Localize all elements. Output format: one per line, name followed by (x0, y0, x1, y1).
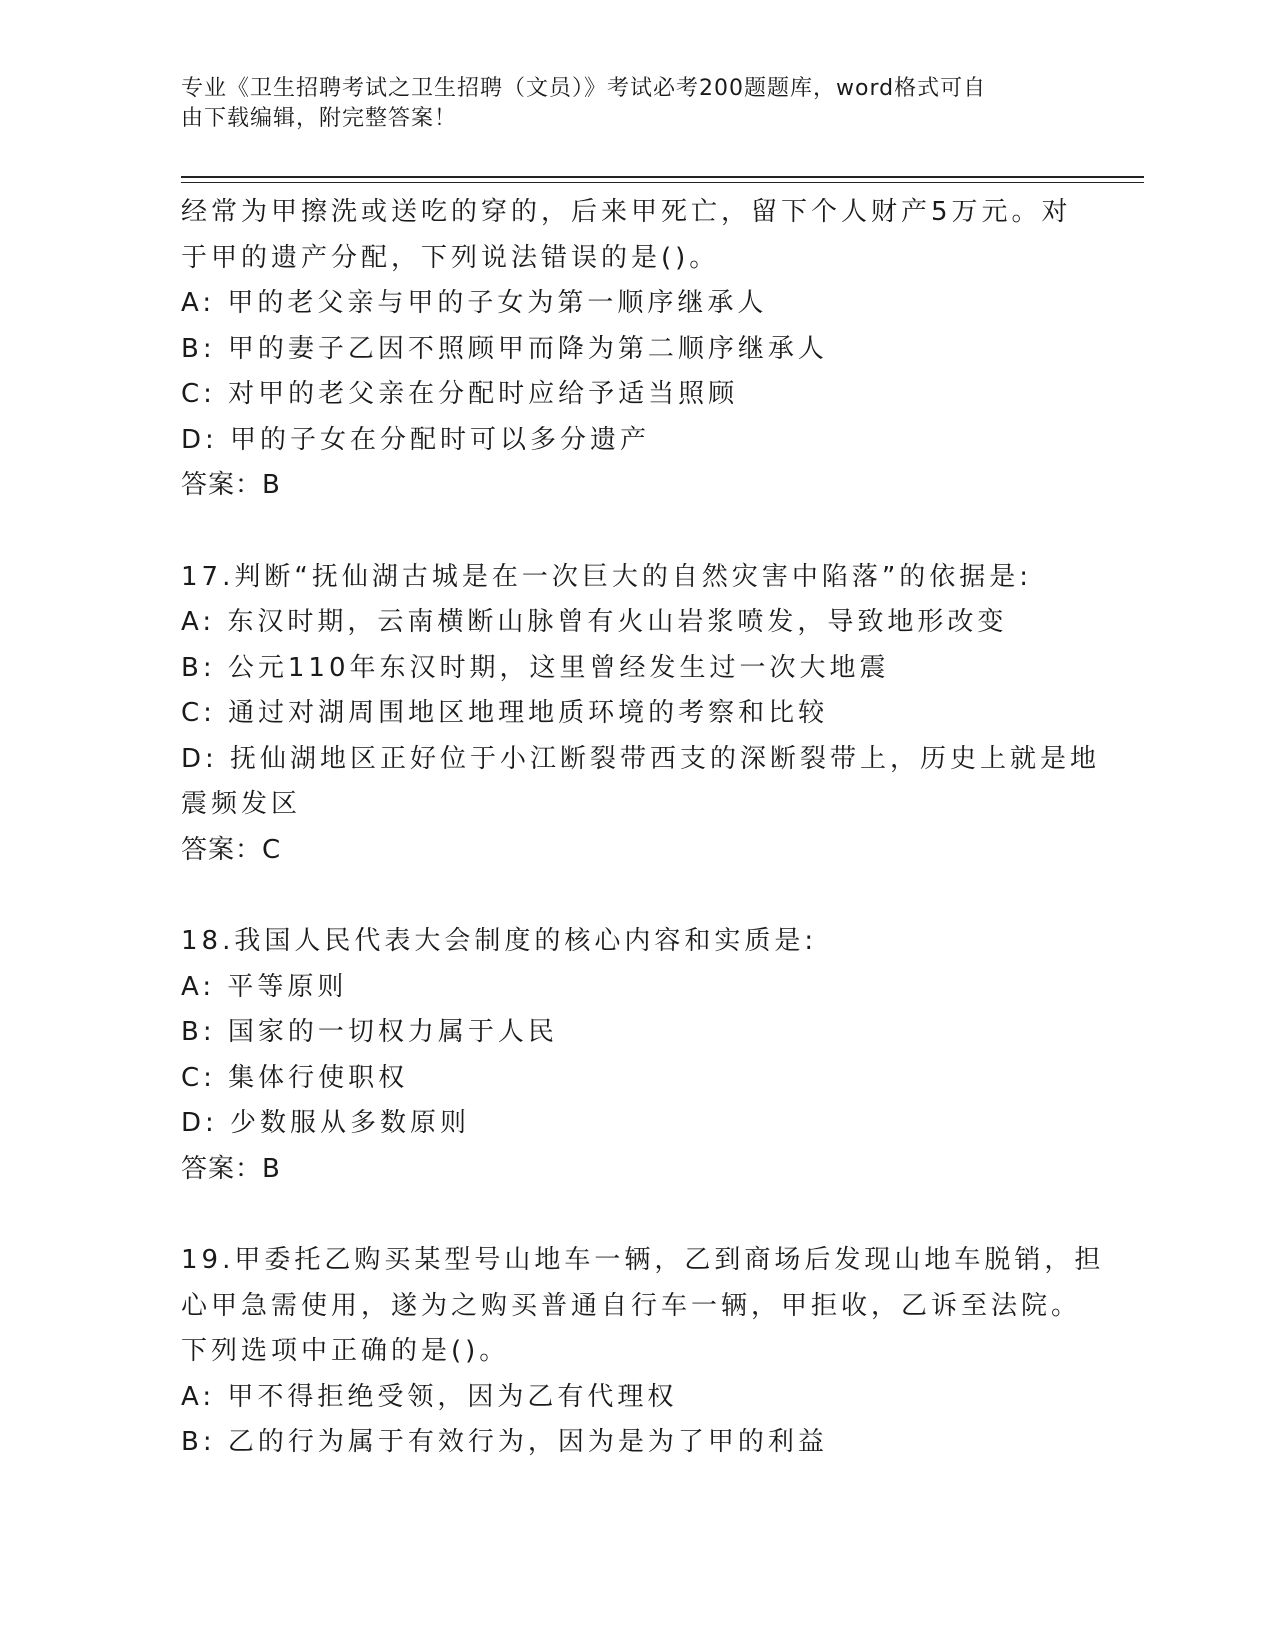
question-17-option-d-line-2: 震频发区 (181, 789, 302, 819)
question-16-option-d: D: 甲的子女在分配时可以多分遗产 (181, 424, 651, 455)
question-17-option-a: A: 东汉时期，云南横断山脉曾有火山岩浆喷发，导致地形改变 (181, 607, 1008, 637)
question-16-text-line-1: 经常为甲擦洗或送吃的穿的，后来甲死亡，留下个人财产5万元。对 (181, 197, 1072, 227)
question-18-option-d: D: 少数服从多数原则 (181, 1108, 471, 1138)
question-17-option-b: B: 公元110年东汉时期，这里曾经发生过一次大地震 (181, 652, 890, 683)
question-16-option-b: B: 甲的妻子乙因不照顾甲而降为第二顺序继承人 (181, 333, 828, 364)
question-17 (181, 555, 1101, 874)
question-19 (181, 1238, 1105, 1466)
question-18-option-b: B: 国家的一切权力属于人民 (181, 1017, 558, 1047)
spacer (181, 873, 1081, 919)
question-17-option-c: C: 通过对湖周围地区地理地质环境的考察和比较 (181, 698, 829, 728)
question-17-text-line-1: 17.判断“抚仙湖古城是在一次巨大的自然灾害中陷落”的依据是: (181, 561, 1033, 592)
question-17-option-d-line-1: D: 抚仙湖地区正好位于小江断裂带西支的深断裂带上，历史上就是地 (181, 743, 1101, 774)
question-19-option-b: B: 乙的行为属于有效行为，因为是为了甲的利益 (181, 1427, 828, 1457)
question-18-text-line-1: 18.我国人民代表大会制度的核心内容和实质是: (181, 926, 818, 956)
question-16-text-line-2: 于甲的遗产分配，下列说法错误的是()。 (181, 242, 720, 273)
header-line-1: 专业《卫生招聘考试之卫生招聘（文员）》考试必考200题题库，word格式可自 (181, 76, 987, 101)
question-18-option-c: C: 集体行使职权 (181, 1062, 409, 1093)
question-18 (181, 919, 1081, 1192)
question-19-text-line-1: 19.甲委托乙购买某型号山地车一辆，乙到商场后发现山地车脱销，担 (181, 1245, 1105, 1275)
spacer (181, 509, 1081, 555)
question-19-text-line-2: 心甲急需使用，遂为之购买普通自行车一辆，甲拒收，乙诉至法院。 (181, 1290, 1082, 1321)
question-17-answer: 答案：C (181, 834, 282, 865)
question-19-option-a: A: 甲不得拒绝受领，因为乙有代理权 (181, 1381, 678, 1412)
spacer (181, 1192, 1081, 1238)
question-16 (181, 190, 1081, 509)
question-16-option-a: A: 甲的老父亲与甲的子女为第一顺序继承人 (181, 288, 768, 318)
question-16-answer: 答案：B (181, 470, 281, 500)
question-19-text-line-3: 下列选项中正确的是()。 (181, 1336, 510, 1366)
header-divider-thick (181, 176, 1144, 178)
header-line-2: 由下载编辑，附完整答案！ (181, 106, 458, 131)
question-18-answer: 答案：B (181, 1153, 281, 1184)
document-body (181, 190, 1105, 1466)
question-18-option-a: A: 平等原则 (181, 971, 348, 1002)
document-header (181, 74, 1061, 134)
question-16-option-c: C: 对甲的老父亲在分配时应给予适当照顾 (181, 379, 739, 409)
header-divider-thin (181, 182, 1144, 183)
